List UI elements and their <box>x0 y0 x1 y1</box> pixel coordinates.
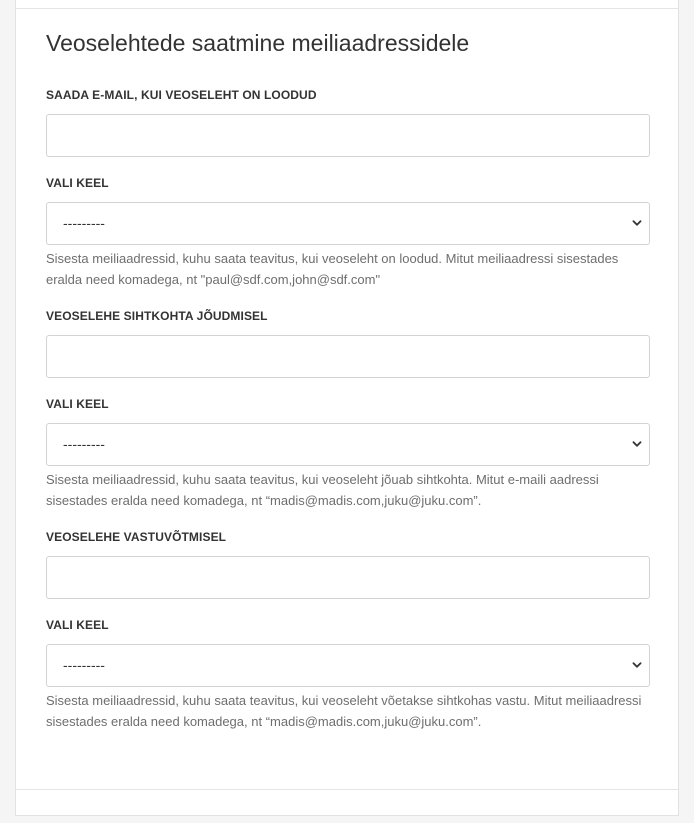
chevron-down-icon <box>631 217 643 229</box>
chevron-down-icon <box>631 438 643 450</box>
bottom-divider <box>16 789 678 790</box>
created-language-select[interactable] <box>46 202 650 245</box>
created-language-label: VALI KEEL <box>46 176 109 190</box>
receipt-language-value: --------- <box>63 657 105 673</box>
chevron-down-icon <box>631 659 643 671</box>
receipt-language-select[interactable] <box>46 644 650 687</box>
receipt-email-label: VEOSELEHE VASTUVÕTMISEL <box>46 530 227 544</box>
created-help-text: Sisesta meiliaadressid, kuhu saata teavitus, kui veoseleht on loodud. Mitut meiliaadressi sisestades eralda need komadega, nt "paul@sdf.com,john@sdf.com" <box>46 251 619 287</box>
top-divider <box>16 8 678 9</box>
receipt-help-text: Sisesta meiliaadressid, kuhu saata teavitus, kui veoseleht võetakse sihtkohas vastu. Mitut meiliaadressi sisestades eralda need komadega, nt “madis@madis.com,juku@juku.com”. <box>46 693 642 729</box>
created-email-label: SAADA E-MAIL, KUI VEOSELEHT ON LOODUD <box>46 88 317 102</box>
arrival-language-select[interactable] <box>46 423 650 466</box>
page-title: Veoselehtede saatmine meiliaadressidele <box>46 30 470 56</box>
arrival-help-text: Sisesta meiliaadressid, kuhu saata teavitus, kui veoseleht jõuab sihtkohta. Mitut e-maili aadressi sisestades eralda need komadega, nt “madis@madis.com,juku@juku.com”. <box>46 472 599 508</box>
receipt-email-input[interactable] <box>46 556 650 599</box>
receipt-language-label: VALI KEEL <box>46 618 109 632</box>
arrival-email-input[interactable] <box>46 335 650 378</box>
arrival-language-label: VALI KEEL <box>46 397 109 411</box>
arrival-language-value: --------- <box>63 436 105 452</box>
created-language-value: --------- <box>63 215 105 231</box>
created-email-input[interactable] <box>46 114 650 157</box>
settings-card <box>15 0 679 816</box>
arrival-email-label: VEOSELEHE SIHTKOHTA JÕUDMISEL <box>46 309 268 323</box>
